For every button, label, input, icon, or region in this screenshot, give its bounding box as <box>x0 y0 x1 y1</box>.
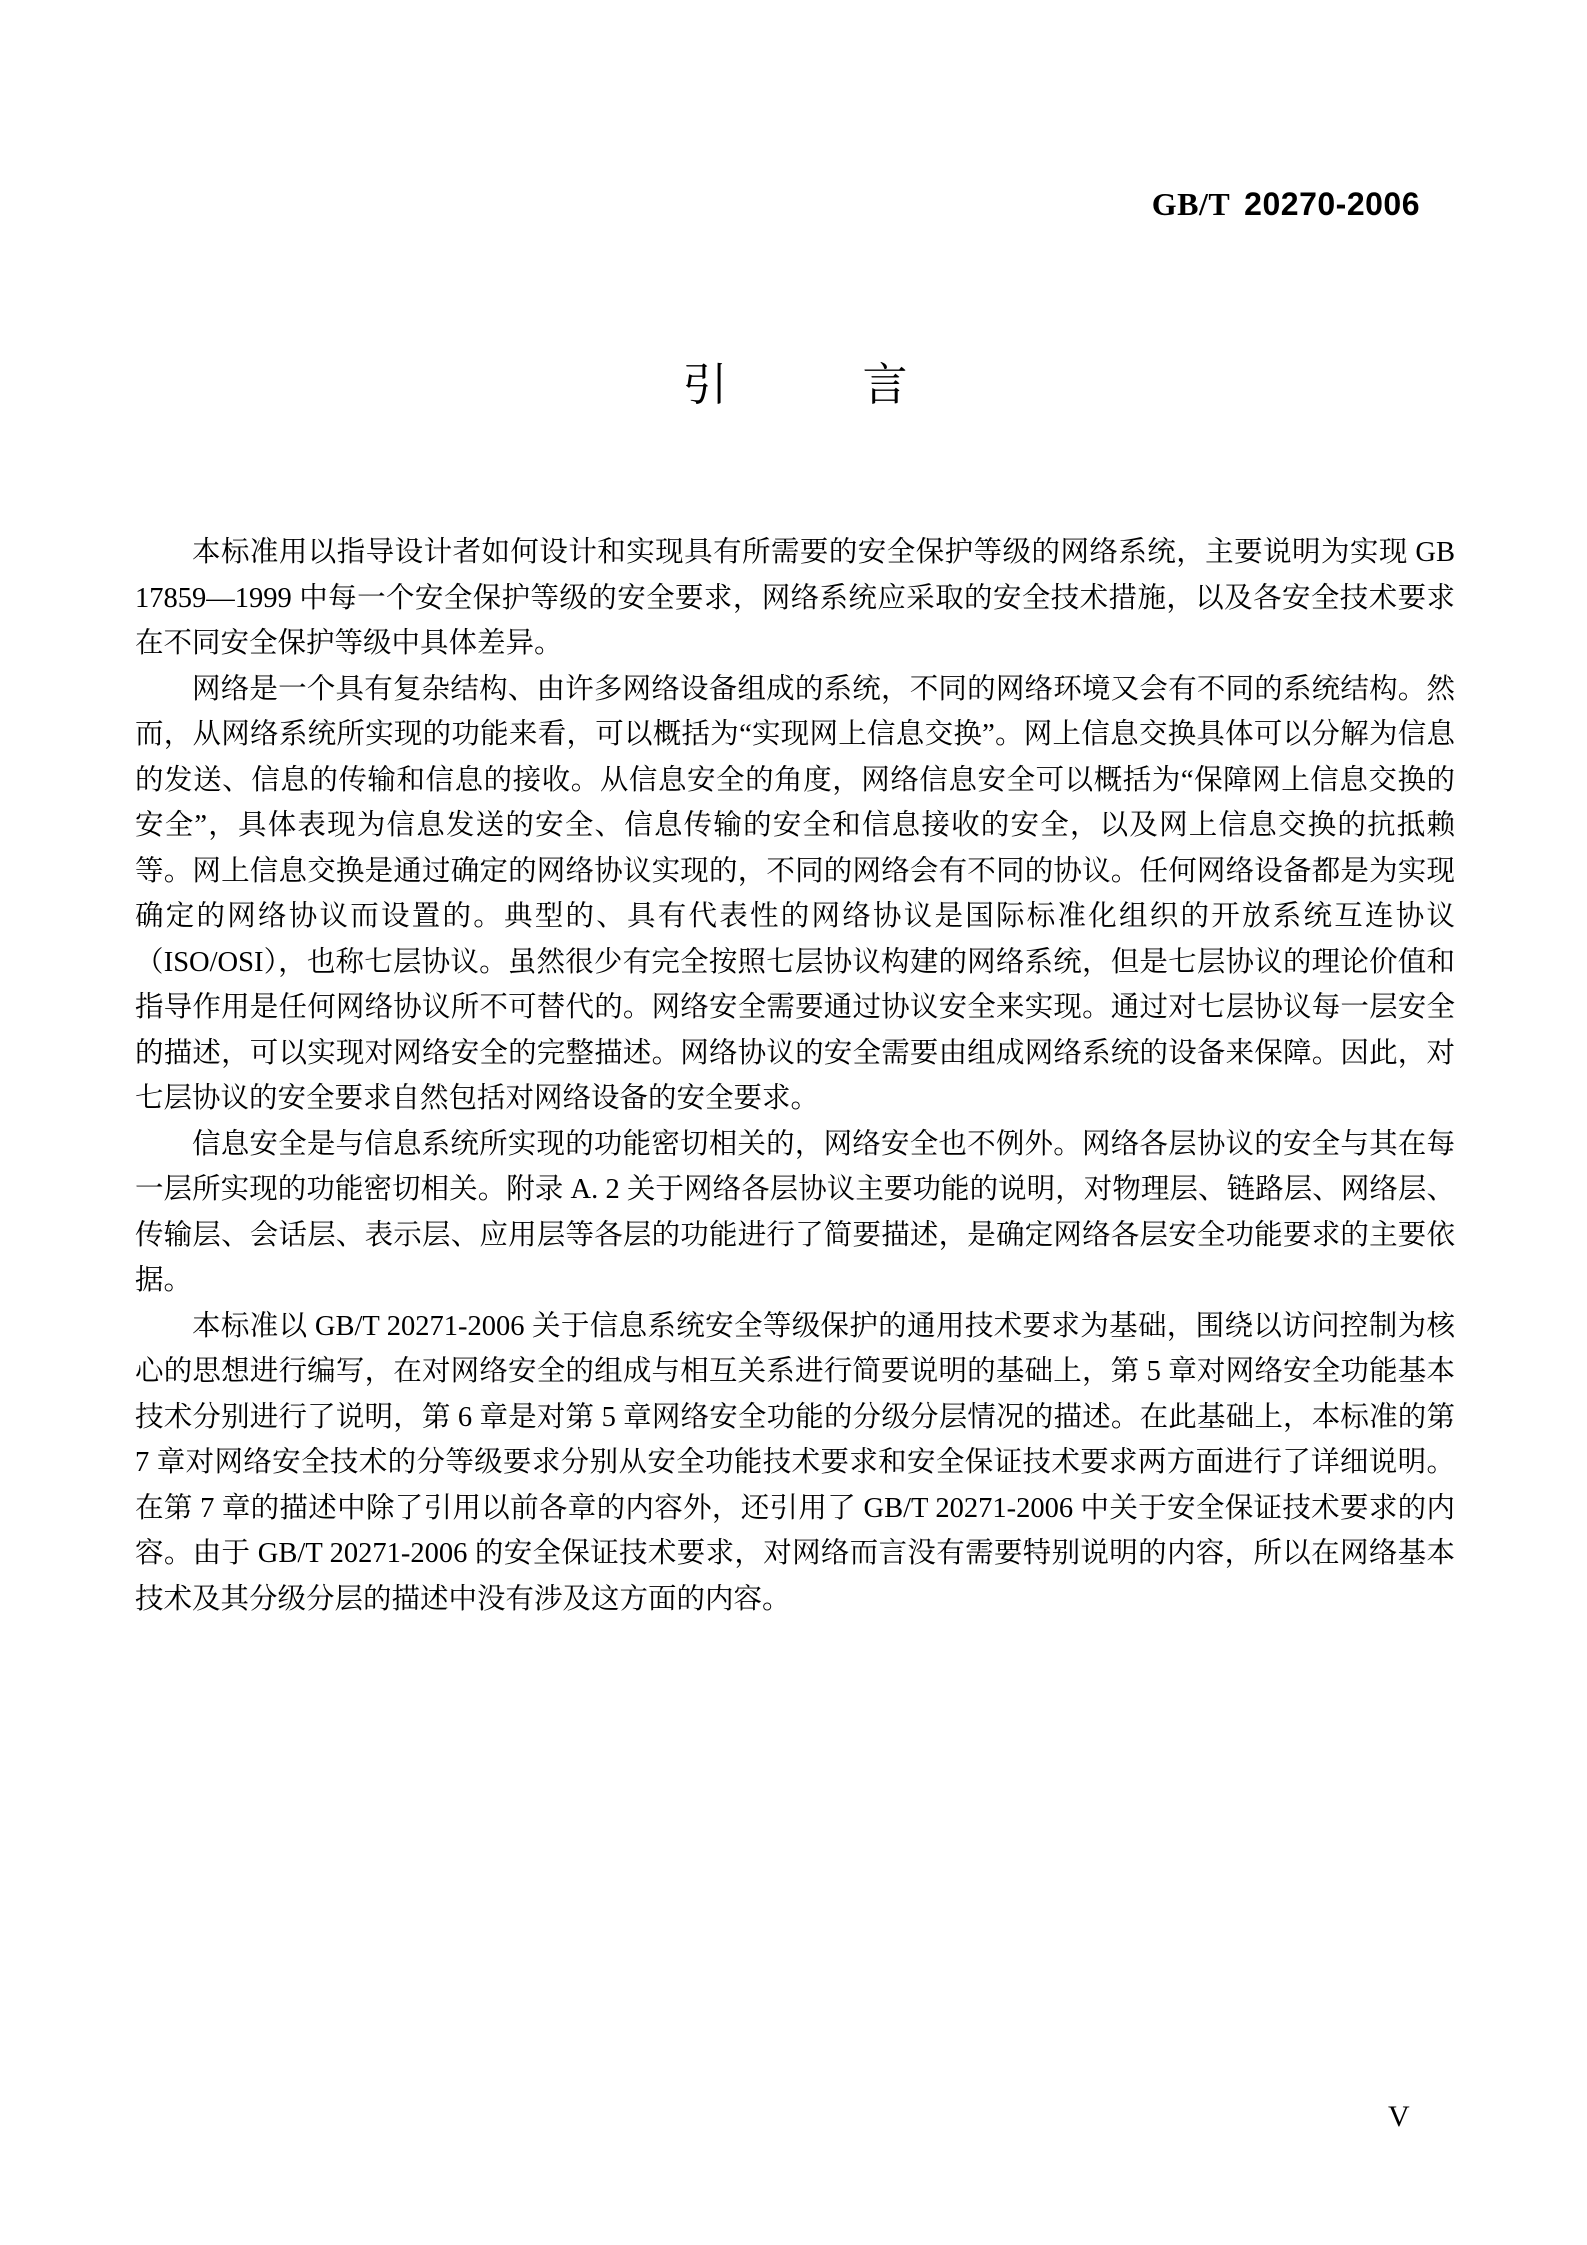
paragraph: 本标准用以指导设计者如何设计和实现具有所需要的安全保护等级的网络系统，主要说明为实现 GB 17859—1999 中每一个安全保护等级的安全要求，网络系统应采取的安全技术措施，以及各安全技术要求在不同安全保护等级中具体差异。 <box>135 537 1455 659</box>
introduction-body <box>135 530 1455 1622</box>
standard-code <box>1152 186 1420 223</box>
page-title: 引 言 <box>682 359 908 410</box>
paragraph: 本标准以 GB/T 20271-2006 关于信息系统安全等级保护的通用技术要求为基础，围绕以访问控制为核心的思想进行编写，在对网络安全的组成与相互关系进行简要说明的基础上，第 5 章对网络安全功能基本技术分别进行了说明，第 6 章是对第 5 章网络安全功能的分级分层情况的描述。在此基础上，本标准的第 7 章对网络安全技术的分等级要求分别从安全功能技术要求和安全保证技术要求两方面进行了详细说明。在第 7 章的描述中除了引用以前各章的内容外，还引用了 GB/T 20271-2006 中关于安全保证技术要求的内容。由于 GB/T 20271-2006 的安全保证技术要求，对网络而言没有需要特别说明的内容，所以在网络基本技术及其分级分层的描述中没有涉及这方面的内容。 <box>135 1310 1455 1615</box>
page-number: V <box>1388 2100 1410 2133</box>
paragraph: 信息安全是与信息系统所实现的功能密切相关的，网络安全也不例外。网络各层协议的安全与其在每一层所实现的功能密切相关。附录 A. 2 关于网络各层协议主要功能的说明，对物理层、链路层、网络层、传输层、会话层、表示层、应用层等各层的功能进行了简要描述，是确定网络各层安全功能要求的主要依据。 <box>135 1128 1455 1296</box>
standard-code-number: 20270-2006 <box>1244 186 1420 222</box>
paragraph: 网络是一个具有复杂结构、由许多网络设备组成的系统，不同的网络环境又会有不同的系统结构。然而，从网络系统所实现的功能来看，可以概括为“实现网上信息交换”。网上信息交换具体可以分解为信息的发送、信息的传输和信息的接收。从信息安全的角度，网络信息安全可以概括为“保障网上信息交换的安全”，具体表现为信息发送的安全、信息传输的安全和信息接收的安全，以及网上信息交换的抗抵赖等。网上信息交换是通过确定的网络协议实现的，不同的网络会有不同的协议。任何网络设备都是为实现确定的网络协议而设置的。典型的、具有代表性的网络协议是国际标准化组织的开放系统互连协议（ISO/OSI），也称七层协议。虽然很少有完全按照七层协议构建的网络系统，但是七层协议的理论价值和指导作用是任何网络协议所不可替代的。网络安全需要通过协议安全来实现。通过对七层协议每一层安全的描述，可以实现对网络安全的完整描述。网络协议的安全需要由组成网络系统的设备来保障。因此，对七层协议的安全要求自然包括对网络设备的安全要求。 <box>135 673 1455 1114</box>
standard-code-prefix: GB/T <box>1151 186 1231 222</box>
